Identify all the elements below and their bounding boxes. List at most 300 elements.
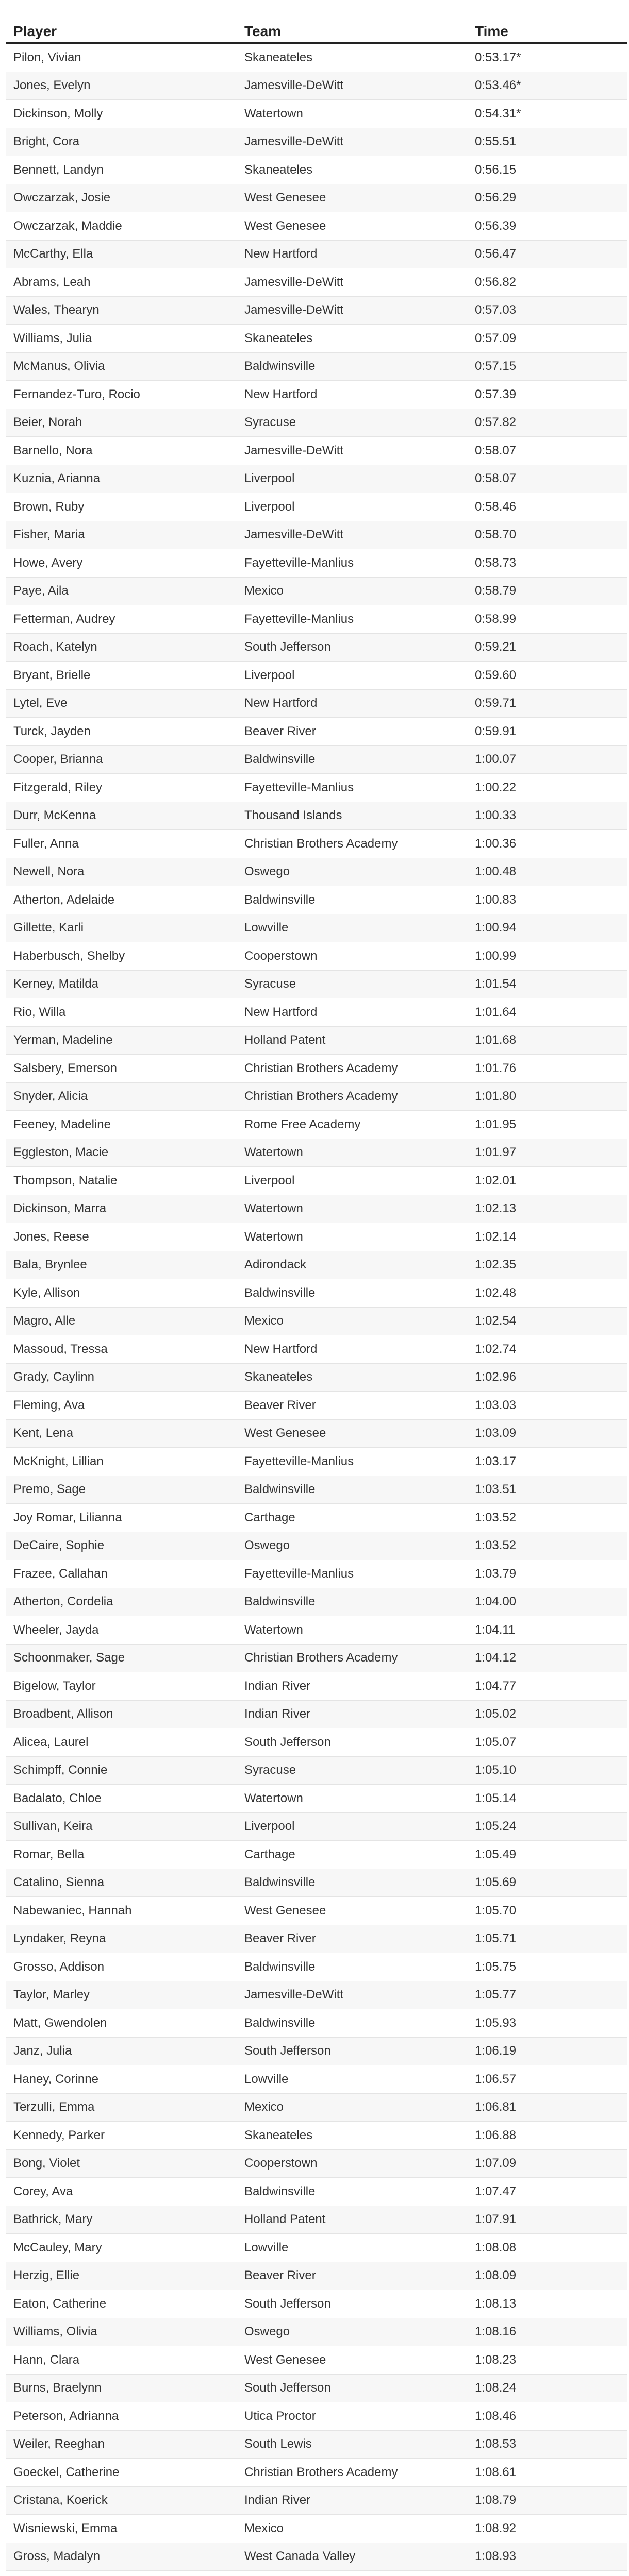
table-row (6, 1419, 627, 1448)
time-cell: 0:57.39 (468, 381, 627, 409)
team-cell: South Jefferson (237, 1728, 468, 1757)
table-row (6, 1756, 627, 1785)
team-cell: Baldwinsville (237, 1476, 468, 1504)
player-cell: Herzig, Ellie (6, 2262, 237, 2290)
time-cell: 0:58.46 (468, 493, 627, 521)
player-cell: McCauley, Mary (6, 2234, 237, 2262)
team-cell: South Jefferson (237, 2037, 468, 2065)
table-row (6, 1728, 627, 1757)
player-cell: Snyder, Alicia (6, 1082, 237, 1111)
table-row (6, 2374, 627, 2402)
player-cell: Bong, Violet (6, 2149, 237, 2178)
player-cell: Roach, Katelyn (6, 633, 237, 662)
team-cell: Christian Brothers Academy (237, 830, 468, 858)
team-cell: Syracuse (237, 1756, 468, 1785)
table-row (6, 437, 627, 465)
player-cell: Gross, Madalyn (6, 2543, 237, 2571)
team-cell: Mexico (237, 2515, 468, 2543)
team-cell: South Jefferson (237, 2290, 468, 2318)
player-cell: Fernandez-Turo, Rocio (6, 381, 237, 409)
time-cell: 1:02.54 (468, 1307, 627, 1335)
table-row (6, 2122, 627, 2150)
team-cell: Watertown (237, 1616, 468, 1645)
team-cell: Cooperstown (237, 2149, 468, 2178)
time-cell (468, 2571, 627, 2576)
player-cell: Brown, Ruby (6, 493, 237, 521)
player-cell (6, 2571, 237, 2576)
time-cell: 1:01.80 (468, 1082, 627, 1111)
team-cell: Skaneateles (237, 325, 468, 353)
time-cell: 1:05.70 (468, 1897, 627, 1925)
table-row (6, 1279, 627, 1308)
time-cell: 1:04.12 (468, 1644, 627, 1672)
team-cell: Fayetteville-Manlius (237, 1448, 468, 1476)
player-cell: Bennett, Landyn (6, 156, 237, 184)
player-cell: Durr, McKenna (6, 802, 237, 830)
table-row (6, 2065, 627, 2094)
time-cell: 1:00.33 (468, 802, 627, 830)
team-cell: West Genesee (237, 1419, 468, 1448)
table-row (6, 2178, 627, 2206)
team-cell: Liverpool (237, 493, 468, 521)
team-cell: Lowville (237, 2234, 468, 2262)
time-cell: 1:00.99 (468, 942, 627, 971)
team-cell: Beaver River (237, 2262, 468, 2290)
player-cell: Wisniewski, Emma (6, 2515, 237, 2543)
table-row (6, 2346, 627, 2375)
table-row (6, 1841, 627, 1869)
time-cell: 0:53.46* (468, 72, 627, 100)
table-row (6, 1869, 627, 1897)
player-cell: Feeney, Madeline (6, 1111, 237, 1139)
time-cell: 0:58.07 (468, 465, 627, 493)
player-cell: Bathrick, Mary (6, 2206, 237, 2234)
player-cell: Fleming, Ava (6, 1392, 237, 1420)
player-cell: McCarthy, Ella (6, 240, 237, 268)
player-cell: Cooper, Brianna (6, 745, 237, 774)
player-cell: Alicea, Laurel (6, 1728, 237, 1757)
table-row (6, 633, 627, 662)
team-cell: Watertown (237, 1223, 468, 1251)
player-cell: Taylor, Marley (6, 1981, 237, 2009)
time-cell: 0:56.82 (468, 268, 627, 297)
team-cell: Liverpool (237, 1812, 468, 1841)
table-row (6, 1785, 627, 1813)
team-cell: Indian River (237, 1672, 468, 1701)
team-cell: New Hartford (237, 1335, 468, 1364)
player-cell: Peterson, Adrianna (6, 2402, 237, 2431)
table-row (6, 184, 627, 212)
player-cell: Pilon, Vivian (6, 43, 237, 72)
player-cell: Goeckel, Catherine (6, 2459, 237, 2487)
time-cell: 1:08.46 (468, 2402, 627, 2431)
table-row (6, 2206, 627, 2234)
column-header-team[interactable]: Team (237, 21, 468, 43)
time-cell: 1:08.53 (468, 2430, 627, 2459)
player-cell: Fetterman, Audrey (6, 605, 237, 634)
time-cell: 1:03.03 (468, 1392, 627, 1420)
team-cell: New Hartford (237, 689, 468, 718)
player-cell: Broadbent, Allison (6, 1700, 237, 1728)
table-row (6, 914, 627, 942)
table-row (6, 2149, 627, 2178)
team-cell: Baldwinsville (237, 745, 468, 774)
table-row (6, 325, 627, 353)
results-table (6, 21, 627, 2576)
time-cell: 0:58.07 (468, 437, 627, 465)
team-cell: Thousand Islands (237, 802, 468, 830)
table-row (6, 549, 627, 578)
time-cell: 1:08.13 (468, 2290, 627, 2318)
time-cell: 1:08.24 (468, 2374, 627, 2402)
time-cell: 1:01.76 (468, 1055, 627, 1083)
time-cell: 1:06.88 (468, 2122, 627, 2150)
player-cell: Eggleston, Macie (6, 1139, 237, 1167)
team-cell: Beaver River (237, 718, 468, 746)
time-cell: 1:00.07 (468, 745, 627, 774)
table-row (6, 1055, 627, 1083)
table-row (6, 296, 627, 325)
table-row (6, 886, 627, 914)
table-row (6, 2543, 627, 2571)
time-cell: 0:56.29 (468, 184, 627, 212)
time-cell: 1:04.77 (468, 1672, 627, 1701)
time-cell: 1:08.08 (468, 2234, 627, 2262)
team-cell: Carthage (237, 1504, 468, 1532)
player-cell: Kuznia, Arianna (6, 465, 237, 493)
time-cell: 0:58.99 (468, 605, 627, 634)
team-cell: Indian River (237, 2486, 468, 2515)
team-cell: Fayetteville-Manlius (237, 605, 468, 634)
player-cell: Magro, Alle (6, 1307, 237, 1335)
table-row (6, 858, 627, 886)
table-row (6, 381, 627, 409)
time-cell: 1:08.16 (468, 2318, 627, 2346)
table-row (6, 745, 627, 774)
time-cell: 0:58.73 (468, 549, 627, 578)
team-cell: West Genesee (237, 184, 468, 212)
player-cell: Owczarzak, Maddie (6, 212, 237, 241)
time-cell: 1:06.19 (468, 2037, 627, 2065)
team-cell: Oswego (237, 2318, 468, 2346)
table-row (6, 1700, 627, 1728)
time-cell: 0:55.51 (468, 128, 627, 156)
table-row (6, 662, 627, 690)
player-cell: Haney, Corinne (6, 2065, 237, 2094)
table-row (6, 1251, 627, 1279)
team-cell: Christian Brothers Academy (237, 2459, 468, 2487)
header-row (6, 21, 627, 43)
team-cell: West Genesee (237, 2346, 468, 2375)
time-cell: 1:03.09 (468, 1419, 627, 1448)
time-cell: 1:05.69 (468, 1869, 627, 1897)
time-cell: 1:08.79 (468, 2486, 627, 2515)
table-row (6, 577, 627, 605)
player-cell: Cristana, Koerick (6, 2486, 237, 2515)
team-cell: Watertown (237, 1139, 468, 1167)
table-row (6, 1476, 627, 1504)
time-cell: 0:53.17* (468, 43, 627, 72)
time-cell: 0:57.03 (468, 296, 627, 325)
player-cell: Rio, Willa (6, 998, 237, 1027)
time-cell: 1:01.95 (468, 1111, 627, 1139)
time-cell: 1:03.79 (468, 1560, 627, 1588)
player-cell: Jones, Evelyn (6, 72, 237, 100)
player-cell: Atherton, Cordelia (6, 1588, 237, 1616)
table-body (6, 43, 627, 2576)
team-cell: Jamesville-DeWitt (237, 437, 468, 465)
time-cell: 1:00.36 (468, 830, 627, 858)
time-cell: 1:00.83 (468, 886, 627, 914)
table-row (6, 212, 627, 241)
table-row (6, 1307, 627, 1335)
time-cell: 0:58.70 (468, 521, 627, 549)
player-cell: Badalato, Chloe (6, 1785, 237, 1813)
player-cell: Lytel, Eve (6, 689, 237, 718)
team-cell: South Jefferson (237, 2374, 468, 2402)
time-cell: 1:02.13 (468, 1195, 627, 1223)
player-cell: Barnello, Nora (6, 437, 237, 465)
player-cell: Williams, Julia (6, 325, 237, 353)
player-cell: Sullivan, Keira (6, 1812, 237, 1841)
time-cell: 1:05.14 (468, 1785, 627, 1813)
team-cell: Fayetteville-Manlius (237, 549, 468, 578)
table-row (6, 1082, 627, 1111)
team-cell: Rome Free Academy (237, 1111, 468, 1139)
player-cell: Paye, Aila (6, 577, 237, 605)
team-cell: New Hartford (237, 381, 468, 409)
player-cell: Wheeler, Jayda (6, 1616, 237, 1645)
player-cell: Massoud, Tressa (6, 1335, 237, 1364)
player-cell: Bigelow, Taylor (6, 1672, 237, 1701)
team-cell: Christian Brothers Academy (237, 1644, 468, 1672)
player-cell: Eaton, Catherine (6, 2290, 237, 2318)
time-cell: 1:05.07 (468, 1728, 627, 1757)
player-cell: Kerney, Matilda (6, 970, 237, 998)
team-cell: New Hartford (237, 998, 468, 1027)
team-cell: West Canada Valley (237, 2543, 468, 2571)
player-cell: Haberbusch, Shelby (6, 942, 237, 971)
table-row (6, 1195, 627, 1223)
time-cell: 0:59.71 (468, 689, 627, 718)
time-cell: 1:02.48 (468, 1279, 627, 1308)
team-cell (237, 2571, 468, 2576)
table-row (6, 1335, 627, 1364)
team-cell: Mexico (237, 1307, 468, 1335)
team-cell: Liverpool (237, 1167, 468, 1195)
team-cell: Baldwinsville (237, 2009, 468, 2038)
table-row (6, 1953, 627, 1981)
time-cell: 0:56.39 (468, 212, 627, 241)
team-cell: Syracuse (237, 970, 468, 998)
table-row (6, 100, 627, 128)
time-cell: 1:03.52 (468, 1504, 627, 1532)
team-cell: Beaver River (237, 1392, 468, 1420)
time-cell: 1:04.11 (468, 1616, 627, 1645)
time-cell: 1:00.48 (468, 858, 627, 886)
column-header-player[interactable]: Player (6, 21, 237, 43)
time-cell: 0:56.15 (468, 156, 627, 184)
time-cell: 1:00.94 (468, 914, 627, 942)
time-cell: 0:59.60 (468, 662, 627, 690)
table-row (6, 1644, 627, 1672)
player-cell: Grady, Caylinn (6, 1363, 237, 1392)
table-row (6, 718, 627, 746)
table-row (6, 1560, 627, 1588)
team-cell: Baldwinsville (237, 1869, 468, 1897)
player-cell: Schimpff, Connie (6, 1756, 237, 1785)
time-cell: 0:57.09 (468, 325, 627, 353)
table-row (6, 1981, 627, 2009)
team-cell: Lowville (237, 914, 468, 942)
table-row (6, 774, 627, 802)
time-cell: 1:08.61 (468, 2459, 627, 2487)
team-cell: Indian River (237, 1700, 468, 1728)
time-cell: 1:03.51 (468, 1476, 627, 1504)
table-row (6, 2515, 627, 2543)
table-row (6, 970, 627, 998)
player-cell: Howe, Avery (6, 549, 237, 578)
table-row (6, 1167, 627, 1195)
team-cell: Syracuse (237, 409, 468, 437)
player-cell: Fuller, Anna (6, 830, 237, 858)
team-cell: Skaneateles (237, 2122, 468, 2150)
team-cell: Baldwinsville (237, 886, 468, 914)
table-row (6, 2037, 627, 2065)
table-row (6, 521, 627, 549)
column-header-time[interactable]: Time (468, 21, 627, 43)
time-cell: 1:02.01 (468, 1167, 627, 1195)
player-cell: Gillette, Karli (6, 914, 237, 942)
team-cell: Carthage (237, 1841, 468, 1869)
player-cell: Hann, Clara (6, 2346, 237, 2375)
player-cell: Kent, Lena (6, 1419, 237, 1448)
table-row (6, 1504, 627, 1532)
table-row (6, 72, 627, 100)
team-cell: Baldwinsville (237, 1588, 468, 1616)
table-row (6, 1026, 627, 1055)
player-cell: Weiler, Reeghan (6, 2430, 237, 2459)
table-row (6, 240, 627, 268)
player-cell: DeCaire, Sophie (6, 1532, 237, 1560)
player-cell: Jones, Reese (6, 1223, 237, 1251)
player-cell: Bright, Cora (6, 128, 237, 156)
table-row (6, 1363, 627, 1392)
player-cell: Terzulli, Emma (6, 2093, 237, 2122)
time-cell: 1:01.68 (468, 1026, 627, 1055)
table-row (6, 1223, 627, 1251)
player-cell: McManus, Olivia (6, 352, 237, 381)
team-cell: Holland Patent (237, 2206, 468, 2234)
time-cell: 1:05.49 (468, 1841, 627, 1869)
player-cell: Fisher, Maria (6, 521, 237, 549)
time-cell: 1:04.00 (468, 1588, 627, 1616)
player-cell: Joy Romar, Lilianna (6, 1504, 237, 1532)
player-cell: Beier, Norah (6, 409, 237, 437)
player-cell: Bala, Brynlee (6, 1251, 237, 1279)
table-row (6, 1532, 627, 1560)
time-cell: 1:03.52 (468, 1532, 627, 1560)
time-cell: 1:01.97 (468, 1139, 627, 1167)
team-cell: Liverpool (237, 465, 468, 493)
player-cell: Kennedy, Parker (6, 2122, 237, 2150)
team-cell: Mexico (237, 2093, 468, 2122)
table-row (6, 128, 627, 156)
table-row (6, 1448, 627, 1476)
player-cell: Yerman, Madeline (6, 1026, 237, 1055)
table-row (6, 352, 627, 381)
team-cell: Skaneateles (237, 1363, 468, 1392)
time-cell: 1:02.35 (468, 1251, 627, 1279)
team-cell: West Genesee (237, 1897, 468, 1925)
team-cell: Jamesville-DeWitt (237, 268, 468, 297)
table-row (6, 1672, 627, 1701)
team-cell: Watertown (237, 1785, 468, 1813)
player-cell: Janz, Julia (6, 2037, 237, 2065)
team-cell: Baldwinsville (237, 352, 468, 381)
team-cell: Cooperstown (237, 942, 468, 971)
team-cell: Fayetteville-Manlius (237, 774, 468, 802)
time-cell: 1:07.47 (468, 2178, 627, 2206)
table-row (6, 1616, 627, 1645)
table-row (6, 2234, 627, 2262)
table-row (6, 409, 627, 437)
team-cell: Oswego (237, 858, 468, 886)
player-cell: Kyle, Allison (6, 1279, 237, 1308)
player-cell: Grosso, Addison (6, 1953, 237, 1981)
player-cell: Fitzgerald, Riley (6, 774, 237, 802)
team-cell: West Genesee (237, 212, 468, 241)
team-cell: Baldwinsville (237, 1279, 468, 1308)
time-cell: 1:05.77 (468, 1981, 627, 2009)
table-row (6, 43, 627, 72)
team-cell: Utica Proctor (237, 2402, 468, 2431)
player-cell: Nabewaniec, Hannah (6, 1897, 237, 1925)
table-row (6, 493, 627, 521)
time-cell: 1:06.81 (468, 2093, 627, 2122)
time-cell: 1:08.09 (468, 2262, 627, 2290)
table-row (6, 1139, 627, 1167)
team-cell: Mexico (237, 577, 468, 605)
team-cell: Skaneateles (237, 43, 468, 72)
table-row (6, 998, 627, 1027)
player-cell: Dickinson, Molly (6, 100, 237, 128)
time-cell: 1:00.22 (468, 774, 627, 802)
time-cell: 1:05.71 (468, 1925, 627, 1953)
player-cell: Wales, Thearyn (6, 296, 237, 325)
table-row (6, 2430, 627, 2459)
table-row (6, 2093, 627, 2122)
table-row (6, 2402, 627, 2431)
team-cell: Watertown (237, 100, 468, 128)
team-cell: Jamesville-DeWitt (237, 72, 468, 100)
table-row (6, 465, 627, 493)
table-row (6, 605, 627, 634)
time-cell: 1:06.57 (468, 2065, 627, 2094)
player-cell: Williams, Olivia (6, 2318, 237, 2346)
time-cell: 1:08.92 (468, 2515, 627, 2543)
player-cell: McKnight, Lillian (6, 1448, 237, 1476)
team-cell: Baldwinsville (237, 2178, 468, 2206)
table-row (6, 830, 627, 858)
player-cell: Burns, Braelynn (6, 2374, 237, 2402)
time-cell: 0:56.47 (468, 240, 627, 268)
time-cell: 0:54.31* (468, 100, 627, 128)
time-cell: 1:03.17 (468, 1448, 627, 1476)
time-cell: 0:57.82 (468, 409, 627, 437)
team-cell: South Jefferson (237, 633, 468, 662)
team-cell: Liverpool (237, 662, 468, 690)
